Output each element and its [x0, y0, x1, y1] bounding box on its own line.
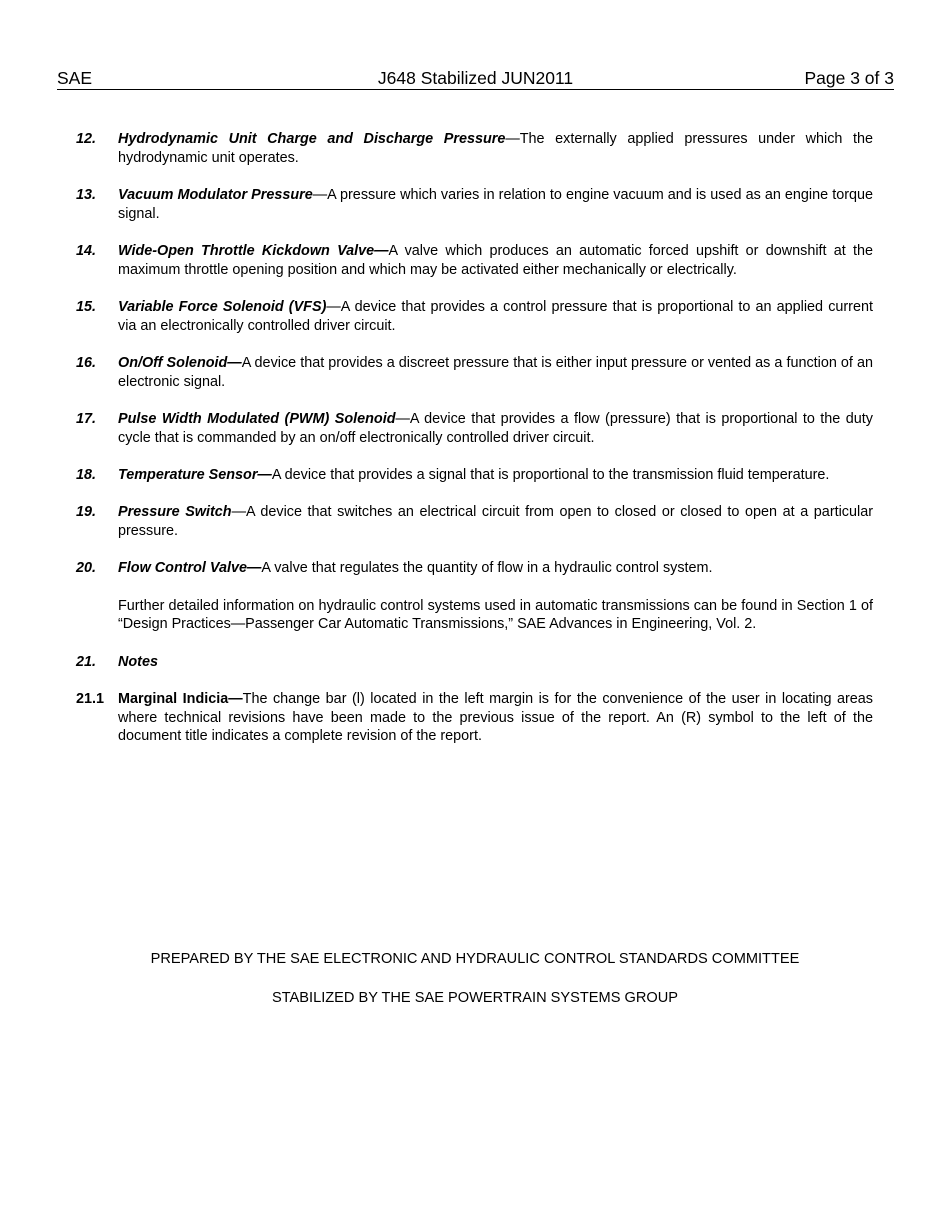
- marginal-indicia-item: [76, 690, 873, 746]
- item-term: Flow Control Valve—: [118, 560, 262, 577]
- marginal-text: The change bar (l) located in the left margin is for the convenience of the user in locating areas where technical revisions have been made to the previous issue of the report. An (R) symbol to the left of the document title indicates a complete revision of the report.: [118, 691, 873, 745]
- definition-item: [76, 410, 873, 447]
- page-header: [57, 68, 894, 90]
- notes-heading: [76, 653, 873, 672]
- item-term: Hydrodynamic Unit Charge and Discharge Pressure: [118, 131, 506, 147]
- item-text: —A device that switches an electrical circuit from open to closed or closed to open at a particular pressure.: [118, 504, 873, 539]
- definition-item: [76, 503, 873, 540]
- notes-number: 21.: [76, 653, 97, 670]
- definition-item: [76, 130, 873, 167]
- item-text: —The externally applied pressures under which the hydrodynamic unit operates.: [118, 131, 874, 166]
- item-number: 19.: [76, 504, 97, 521]
- notes-title: Notes: [118, 653, 158, 670]
- stabilized-by-line: STABILIZED BY THE SAE POWERTRAIN SYSTEMS GROUP: [271, 990, 678, 1006]
- item-text: —A device that provides a control pressure that is proportional to an applied current via an electronically controlled driver circuit.: [118, 298, 873, 334]
- item-term: On/Off Solenoid—: [118, 354, 242, 371]
- item-text: —A device that provides a flow (pressure) that is proportional to the duty cycle that is commanded by an on/off electronically controlled driver circuit.: [118, 410, 873, 446]
- item-number: 17.: [76, 410, 97, 427]
- item-text: A device that provides a signal that is proportional to the transmission fluid temperature.: [271, 466, 830, 483]
- definition-item: [76, 242, 873, 279]
- further-info-paragraph: Further detailed information on hydraulic control systems used in automatic transmissions can be found in Section 1 of “Design Practices—Passenger Car Automatic Transmissions,” SAE Advances in Engineering, Vol. 2.: [118, 597, 873, 633]
- item-term: Pulse Width Modulated (PWM) Solenoid: [118, 410, 396, 427]
- definition-item: [76, 186, 873, 223]
- item-text: A device that provides a discreet pressure that is either input pressure or vented as a function of an electronic signal.: [118, 354, 873, 390]
- item-term: Variable Force Solenoid (VFS): [118, 298, 327, 315]
- header-page-number: Page 3 of 3: [804, 68, 894, 88]
- definition-item: [76, 466, 873, 485]
- header-organization: SAE: [57, 68, 93, 88]
- item-number: 20.: [76, 560, 97, 577]
- item-number: 12.: [76, 131, 97, 147]
- item-text: —A pressure which varies in relation to engine vacuum and is used as an engine torque signal.: [118, 186, 874, 222]
- marginal-number: 21.1: [76, 691, 105, 708]
- item-number: 18.: [76, 466, 97, 483]
- prepared-by-line: PREPARED BY THE SAE ELECTRONIC AND HYDRAULIC CONTROL STANDARDS COMMITTEE: [150, 951, 800, 967]
- definitions-list: [76, 130, 873, 765]
- item-term: Pressure Switch: [118, 504, 232, 521]
- item-text: A valve that regulates the quantity of flow in a hydraulic control system.: [261, 560, 713, 577]
- item-text: A valve which produces an automatic forced upshift or downshift at the maximum throttle opening position and which may be activated either mechanically or electrically.: [118, 242, 874, 278]
- header-document-id: J648 Stabilized JUN2011: [377, 68, 574, 88]
- item-term: Wide-Open Throttle Kickdown Valve—: [118, 242, 389, 259]
- marginal-term: Marginal Indicia—: [118, 691, 243, 708]
- item-number: 14.: [76, 242, 97, 259]
- definition-item: [76, 559, 873, 578]
- item-number: 15.: [76, 298, 97, 315]
- definition-item: [76, 298, 873, 335]
- item-term: Vacuum Modulator Pressure: [118, 186, 313, 203]
- item-term: Temperature Sensor—: [118, 466, 272, 483]
- item-number: 13.: [76, 186, 97, 203]
- item-number: 16.: [76, 354, 97, 371]
- definition-item: [76, 354, 873, 391]
